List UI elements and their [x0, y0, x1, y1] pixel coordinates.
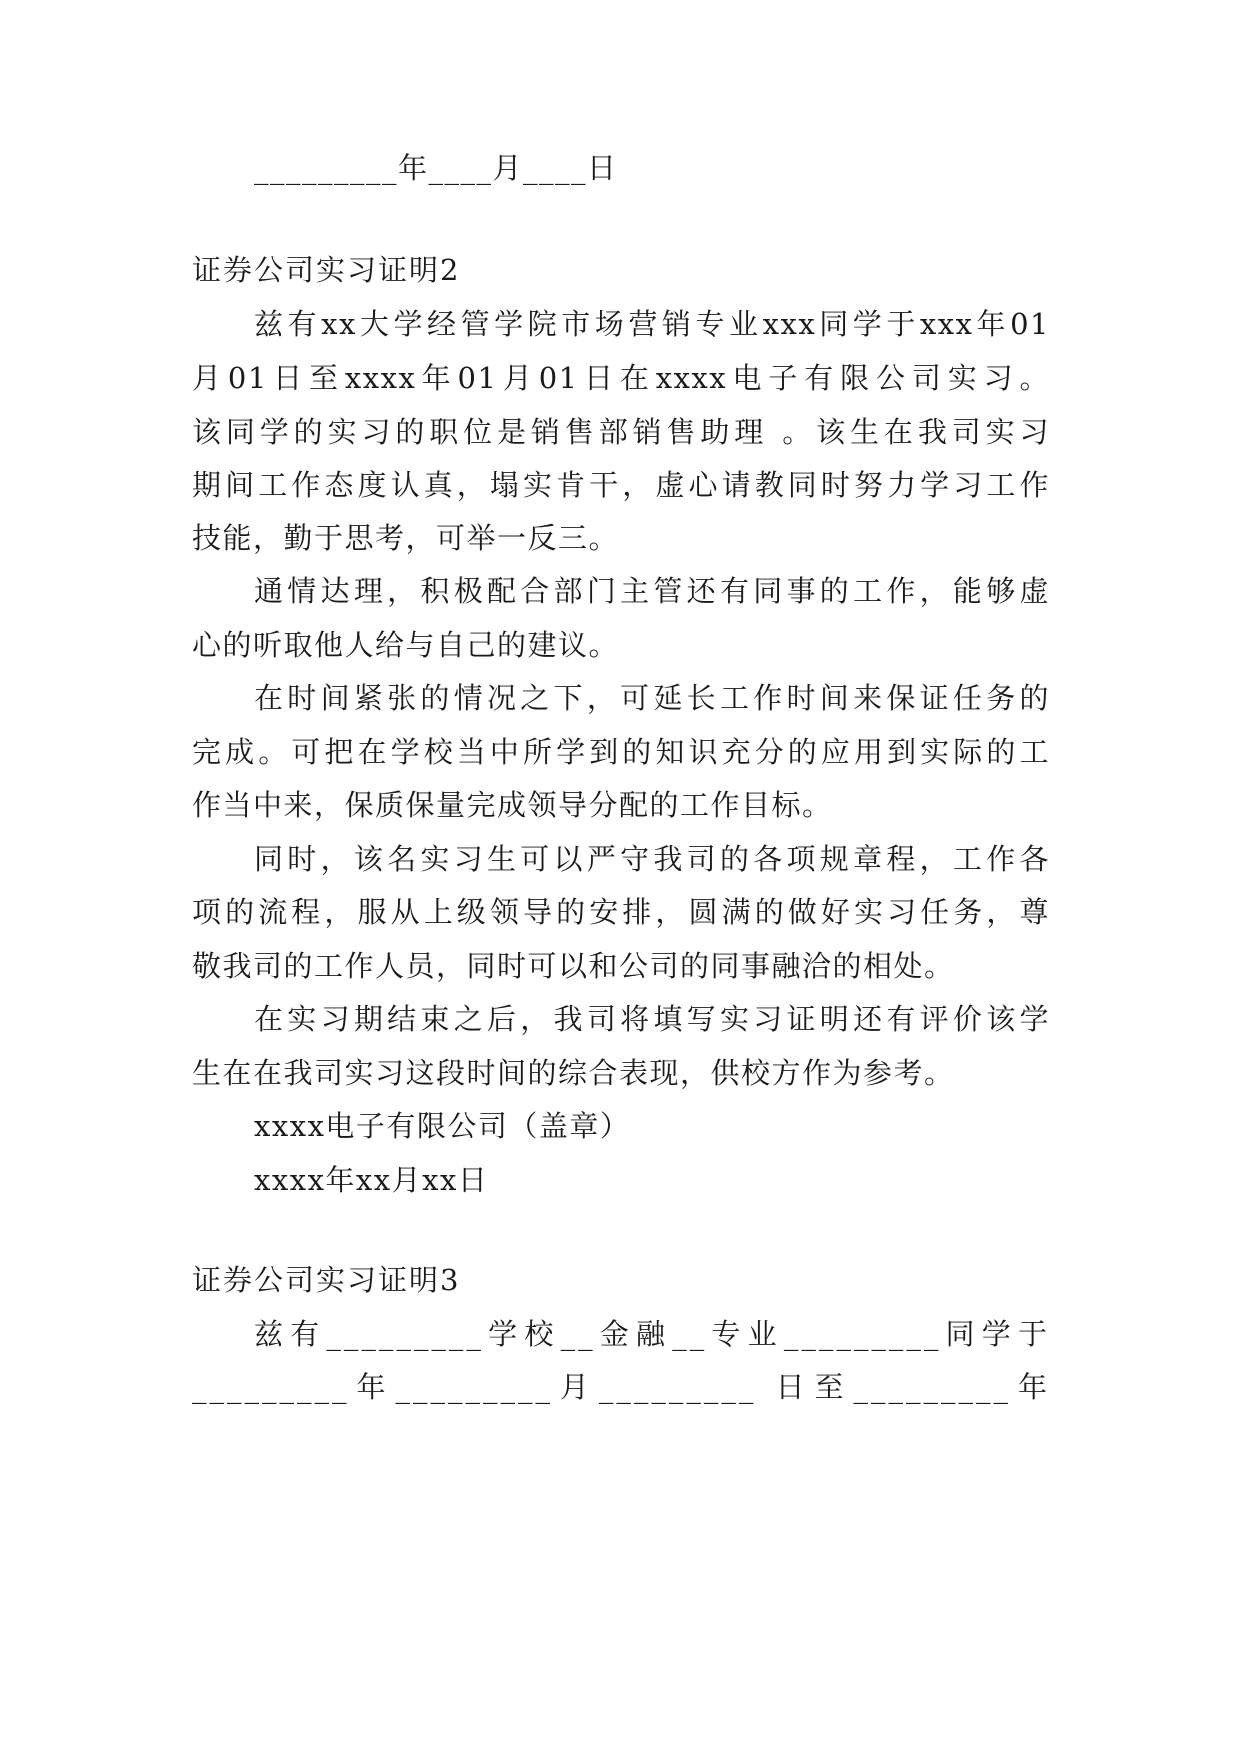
section-2-paragraph-line: 月01日至xxxx年01月01日在xxxx电子有限公司实习。 — [192, 361, 1050, 395]
section-2-paragraph-line: 完成。可把在学校当中所学到的知识充分的应用到实际的工 — [192, 735, 1050, 769]
section-2-paragraph-line: 兹有xx大学经管学院市场营销专业xxx同学于xxx年01 — [254, 307, 1050, 341]
signature-date-line: xxxx年xx月xx日 — [254, 1163, 489, 1197]
section-3-paragraph-line: 兹有_________学校__金融__专业_________同学于 — [254, 1317, 1050, 1351]
section-2-paragraph-line: 期间工作态度认真，塌实肯干，虚心请教同时努力学习工作 — [192, 468, 1050, 502]
date-blank-line: _________年____月____日 — [254, 151, 618, 185]
company-stamp-line: xxxx电子有限公司（盖章） — [254, 1109, 631, 1143]
section-2-paragraph-line: 敬我司的工作人员，同时可以和公司的同事融洽的相处。 — [192, 949, 955, 983]
section-2-paragraph-line: 技能，勤于思考，可举一反三。 — [192, 521, 620, 555]
section-2-paragraph-line: 在实习期结束之后，我司将填写实习证明还有评价该学 — [254, 1002, 1050, 1036]
section-2-paragraph-line: 通情达理，积极配合部门主管还有同事的工作，能够虚 — [254, 574, 1050, 608]
section-2-paragraph-line: 同时，该名实习生可以严守我司的各项规章程，工作各 — [254, 842, 1050, 876]
section-2-paragraph-line: 该同学的实习的职位是销售部销售助理 。该生在我司实习 — [192, 415, 1050, 449]
section-2-paragraph-line: 作当中来，保质保量完成领导分配的工作目标。 — [192, 788, 833, 822]
section-2-paragraph-line: 在时间紧张的情况之下，可延长工作时间来保证任务的 — [254, 681, 1050, 715]
section-2-paragraph-line: 心的听取他人给与自己的建议。 — [192, 628, 620, 662]
section-2-paragraph-line: 项的流程，服从上级领导的安排，圆满的做好实习任务，尊 — [192, 895, 1050, 929]
section-3-title: 证券公司实习证明3 — [192, 1263, 461, 1297]
section-2-title: 证券公司实习证明2 — [192, 253, 461, 287]
section-3-paragraph-line: _________年_________月_________ 日至_________年 — [192, 1370, 1050, 1404]
section-2-paragraph-line: 生在在我司实习这段时间的综合表现，供校方作为参考。 — [192, 1056, 955, 1090]
